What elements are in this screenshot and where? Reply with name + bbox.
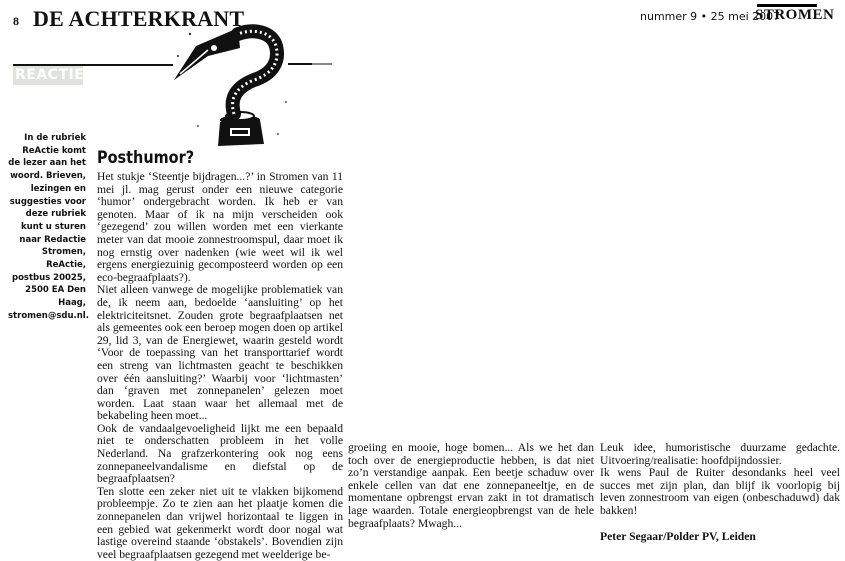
issue-info: nummer 9 • 25 mei 2007 bbox=[640, 10, 781, 23]
paragraph: Leuk idee, humoristische duurzame gedachte. Uitvoering/realisatie: hoofdpijndossier. bbox=[600, 441, 840, 467]
article-column-1 bbox=[97, 171, 343, 561]
masthead bbox=[755, 4, 839, 22]
rubric-intro: In de rubriek ReActie komt de lezer aan het woord. Brieven, lezingen en suggesties voor deze rubriek kunt u sturen naar Redactie Stromen, ReActie, postbus 20025, 2500 EA Den Haag, stromen@sdu.nl. bbox=[8, 133, 89, 321]
paragraph: Ik wens Paul de Ruiter desondanks heel veel succes met zijn plan, dan blijf ik voorlopig bij leven zonnestroom van eigen (onbeschaduwd) dak bakken! bbox=[600, 466, 840, 517]
article-column-3 bbox=[600, 442, 840, 543]
page-number: 8 bbox=[13, 14, 19, 28]
fountain-pen-question-mark-icon bbox=[168, 22, 293, 150]
author-signature: Peter Segaar/Polder PV, Leiden bbox=[600, 529, 756, 543]
paragraph: Ten slotte een zeker niet uit te vlakken bijkomend probleempje. Zo te zien aan het plaatje komen die zonnepanelen dan vrijwel horizontaal te liggen in een gebied wat gekenmerkt wordt door nogal wat lastige overeind staande ‘obstakels’. Bovendien zijn veel begraafplaatsen gezegend met weelderige be- bbox=[97, 484, 343, 561]
masthead-name: STROMEN bbox=[755, 7, 835, 23]
rubric-label: REACTIE bbox=[15, 67, 85, 83]
section-title: DE ACHTERKRANT bbox=[33, 6, 245, 31]
paragraph: Ook de vandaalgevoeligheid lijkt me een bepaald niet te onderschatten probleem in het volle Nederland. Na grafzerkontering ook nog eens zonnepaneelvandalisme en diefstal op de begraafplaatsen? bbox=[97, 421, 343, 486]
article-column-2 bbox=[348, 442, 594, 530]
paragraph: groeiing en mooie, hoge bomen... Als we het dan toch over de energieproductie hebben, is dat niet zo’n verstandige aanpak. Een beetje schaduw over enkele cellen van dat ene zonnepaneeltje, en de momentane opbrengst ervan zakt in tot dramatisch lage waarden. Totale energieopbrengst van de hele begraafplaats? Mwagh... bbox=[348, 441, 594, 530]
article-headline: Posthumor? bbox=[97, 148, 195, 168]
paragraph: Het stukje ‘Steentje bijdragen...?’ in Stromen van 11 mei jl. mag gerust onder een nieuwe categorie ‘humor’ ondergebracht worden. Ik heb er van genoten. Maar of ik na mijn verscheiden ook ‘gezegend’ zou willen worden met een vierkante meter van dat mooie zonnestroomspul, daar moet ik nog ernstig over nadenken (wie weet wil ik wel ergens energiezuinig gecomposteerd worden op een eco-begraafplaats?). bbox=[97, 170, 343, 284]
paragraph: Niet alleen vanwege de mogelijke problematiek van de, ik neem aan, bedoelde ‘aansluiting’ op het elektriciteitsnet. Zouden grote begraafplaatsen net als gemeentes ook een beroep mogen doen op artikel 29, lid 3, van de Energiewet, waarin gesteld wordt ‘Voor de toepassing van het transporttarief wordt een streng van lichtmasten geacht te beschikken over één aansluiting?’ Waarbij voor ‘lichtmasten’ dan ‘graven met zonnepanelen’ gelezen moet worden. Laat staan waar het allemaal met de bekabeling heen moet... bbox=[97, 283, 343, 423]
